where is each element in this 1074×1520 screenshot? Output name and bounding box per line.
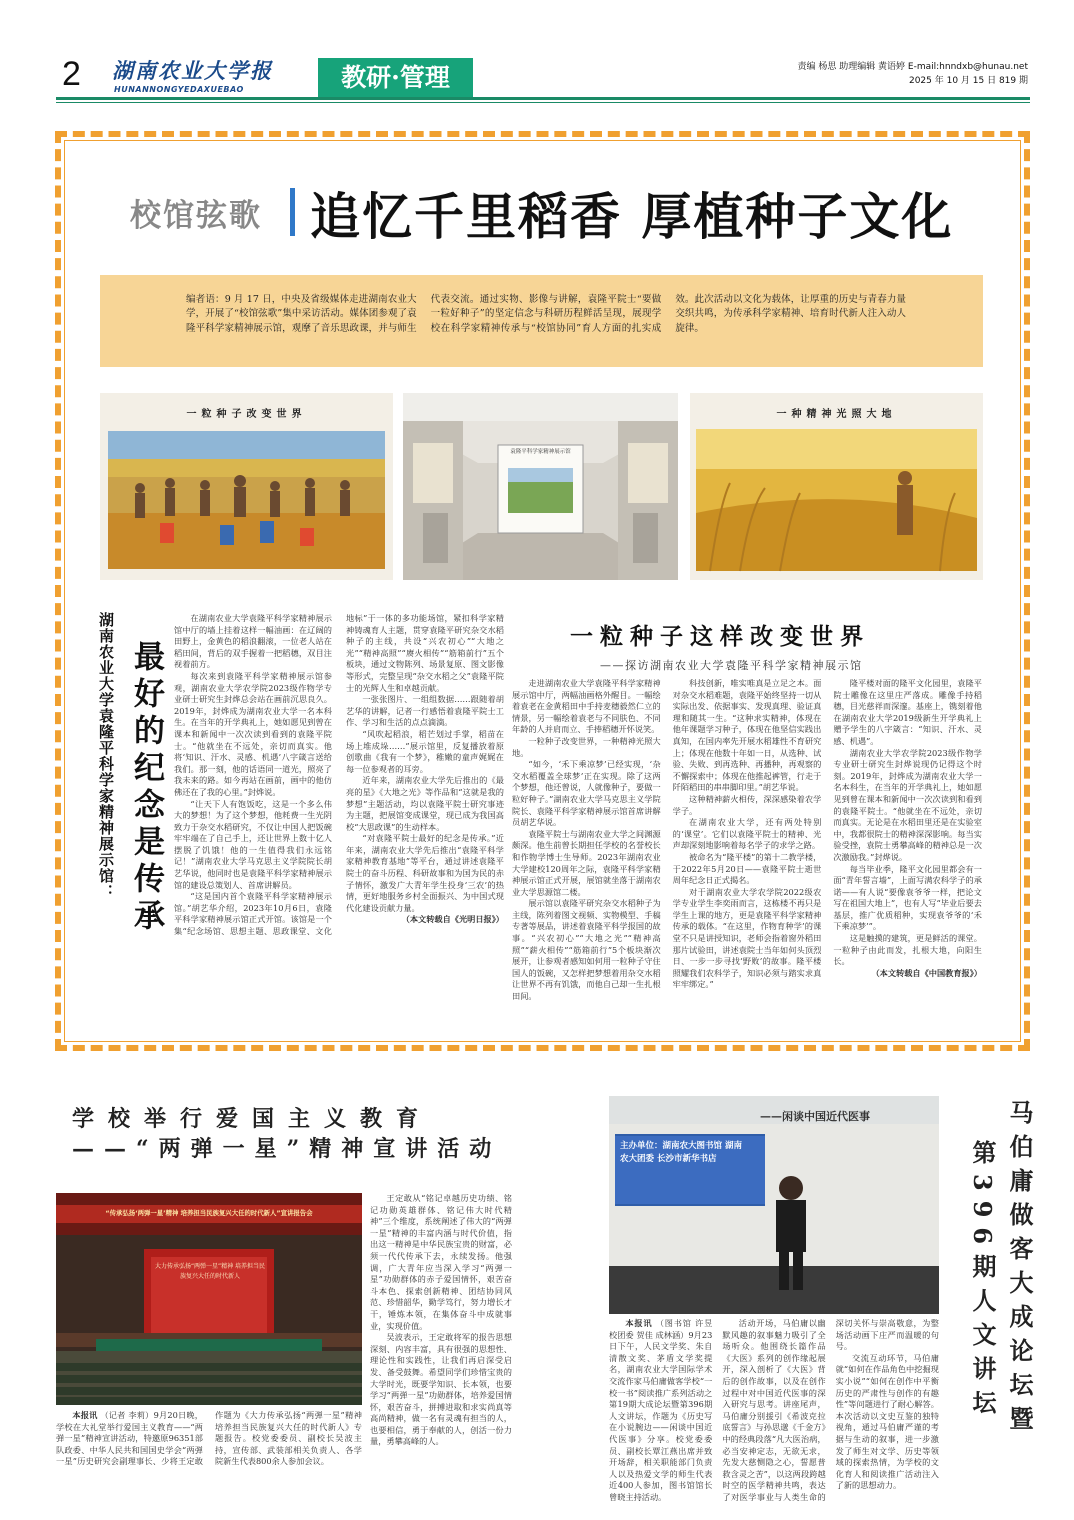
article3-photo <box>56 1193 362 1405</box>
article2-paragraph: 科技创新，唯实唯真是立足之本。面对杂交水稻难题，袁隆平始终坚持一切从实际出发、依据事实、发现真理、验证真理和随其一生。“这种求实精神，体现在他年课题学习种子，体现在他坚信实践出真知，在国内率先开展水稻雄性不育研究上；体现在他数十年如一日，从选种、试验、失败、到再选种、再播种，再观察的不懈探索中；体现在他推起裤管，行走于阡陌稻田的串串脚印里。”胡艺华说。 <box>672 678 822 793</box>
photo-painting-left <box>100 393 393 580</box>
article1-paragraph: “对袁隆平院士最好的纪念是传承。”近年来，湖南农业大学先后推出“袁隆平科学家精神教育基地”等平台，通过讲述袁隆平院士的奋斗历程、科研故事和为国为民的赤子情怀，激发广大青年学生投身‘三农’的热情，更好地服务乡村全面振兴、为中国式现代化建设贡献力量。 <box>346 833 504 913</box>
article2-title: 一粒种子这样改变世界 <box>570 623 870 650</box>
article3-paragraph: 王定敢从“铭记卓越历史功绩、铭记功勋英雄群体、铭记伟大时代精神”三个维度，系统阐述了伟大的“两弹一星”精神的丰富内涵与时代价值，指出这一精神是中华民族宝贵的财富，必须一代代传承下去，永续发扬。他强调，广大青年应当深入学习“两弹一星”功勋群体的赤子爱国情怀，艰苦奋斗本色、探索创新精神、团结协同风范、珍惜韶华，勤学笃行，努力增长才干，锤炼本领，在集体奋斗中成就事业，实现价值。 <box>370 1193 512 1331</box>
editor-note: 编者语：9 月 17 日，中央及省级媒体走进湖南农业大学，开展了“校馆弦歌”集中采访活动。媒体团参观了袁隆平科学家精神展示馆，观摩了音乐思政课，并与师生代表交流。通过实物、影像与讲解，袁隆平院士“要做一粒好种子”的坚定信念与科研历程鲜活呈现，展现学校在科学家精神传承与“校馆协同”育人方面的扎实成效。此次活动以文化为载体，让厚重的历史与青春力量交织共鸣，为传承科学家精神、培育时代新人注入动人旋律。 <box>186 294 906 334</box>
article3-body <box>370 1193 512 1498</box>
article1-paragraph: “让天下人有饱饭吃，这是一个多么伟大的梦想！为了这个梦想，他耗费一生光阴致力于杂交水稻研究，不仅让中国人把饭碗牢牢端在了自己手上，还让世界上数十亿人摆脱了饥饿！他的一生值得我们永远铭记！”湖南农业大学马克思主义学院院长胡艺华说，他同时也是袁隆平科学家精神展示馆的建设总策划人、首席讲解员。 <box>174 798 332 890</box>
article1-paragraph: 每次来到袁隆平科学家精神展示馆参观，湖南农业大学农学院2023级作物学专业研士研究生封烨总会站在画前沉思良久。2019年，封烨成为湖南农业大学一名本科生。在当年的开学典礼上，她如愿见到曾在课本和新闻中一次次读到看到的袁隆平院士。“他就坐在不远处，亲切而真实。他将‘知识、汗水、灵感、机遇’八字箴言送给我们。那一刻，他的话语同一道光，照亮了我未来的路。如今再站在画前，画中的他仿佛还在了我的心里。”封烨说。 <box>174 670 332 797</box>
article1-paragraph: 近年来，湖南农业大学先后推出的《最亮的星》《大地之光》等作品和“这就是我的梦想”主题活动，均以袁隆平院士研究事迹为主题，把展馆变成课堂，现已成为我国高校“大思政课”的生动样本。 <box>346 775 504 832</box>
photo-exhibit-hall <box>403 393 678 580</box>
photo-event-sign: ——闲谈中国近代医事 <box>760 1110 870 1123</box>
article2-paragraph: 在湖南农业大学，还有两处特别的‘课堂’。它们以袁隆平院士的精神、光声却深刻地影响着每名学子的求学之路。 <box>672 817 822 851</box>
article4-body <box>609 1318 939 1506</box>
article1-body <box>174 613 504 1023</box>
feature-kicker: 校馆弦歌 <box>130 198 262 234</box>
photo-screen-text: 大力传承弘扬“两弹一星”精神 培养担当民族复兴大任的时代新人 <box>154 1263 266 1280</box>
article2-paragraph: 隆平楼对面的隆平文化园里，袁隆平院士雕像在这里庄严落成。雕像手持稻穗，目光慈祥而深邃。基座上，镌刻着他在湖南农业大学2019级新生开学典礼上赠予学生的八字箴言：“知识、汗水、灵感、机遇”。 <box>833 678 982 746</box>
date-line: 2025 年 10 月 15 日 819 期 <box>908 76 1028 86</box>
article2-subtitle: ——探访湖南农业大学袁隆平科学家精神展示馆 <box>600 659 863 672</box>
article1-paragraph: 一张张图片、一组组数据……跟随着胡艺华的讲解，记者一行感悟着袁隆平院士工作、学习和生活的点点滴滴。 <box>346 694 504 728</box>
article3-title-line1: 学校举行爱国主义教育 <box>72 1106 433 1132</box>
kicker-divider <box>290 188 295 236</box>
article1-vertical-subtitle: 湖南农业大学袁隆平科学家精神展示馆： <box>97 612 115 900</box>
header-rule <box>56 97 1030 100</box>
article4-paragraph <box>609 1318 712 1504</box>
article3-caption <box>56 1410 362 1502</box>
article2-paragraph: “如今，‘禾下乘凉梦’已经实现，‘杂交水稻覆盖全球梦’正在实现。除了这两个梦想，他还曾说，人就像种子，要做一粒好种子。”湖南农业大学马克思主义学院院长、袁隆平科学家精神展示馆首席讲解员胡艺华说。 <box>512 759 661 828</box>
article4-vertical-title-2: 第396期人文讲坛 <box>968 1140 997 1425</box>
article1-paragraph: 在湖南农业大学袁隆平科学家精神展示馆中厅的墙上挂着这样一幅油画：在辽阔的田野上，金黄色的稻浪翻滚，一位老人站在稻田间，背后的双手握着一把稻穗，双目注视着前方。 <box>174 613 332 670</box>
section-tag: 教研·管理 <box>318 58 473 98</box>
article2-paragraph: 每当毕业季，隆平文化园里都会有一面“青年誓言墙”，上面写满农科学子的承诺——有人说“要像袁爷爷一样，把论文写在祖国大地上”，也有人写“毕业后要去基层，推广优质稻种，实现袁爷爷的‘禾下乘凉梦’”。 <box>833 863 982 932</box>
page-number: 2 <box>62 55 81 93</box>
article2-paragraph: 这是触摸的建筑，更是鲜活的课堂。一粒种子由此而发，扎根大地，向阳生长。 <box>833 933 982 967</box>
photo-left-caption: 一粒种子改变世界 <box>186 409 307 420</box>
article2-paragraph: 对于湖南农业大学农学院2022级农学专业学生李奕雨而言，这栋楼不再只是学生上课的地方，更是袁隆平科学家精神传承的载体。“在这里，作物育种学’的课堂不只是讲授知识，老师会指着窗外稻田那片试验田，讲述袁院士当年如何头顶烈日、一步一步寻找‘野败’的故事。隆平楼照耀我们农科学子，知识必须与踏实求真牢牢绑定。” <box>672 886 822 990</box>
article2-paragraph: 一粒种子改变世界，一种精神光照大地。 <box>512 735 661 758</box>
feature-title: 追忆千里稻香 厚植种子文化 <box>310 188 954 246</box>
editors-line: 责编 杨思 助理编辑 黄语婷 E-mail:hnndxb@hunau.net <box>797 62 1028 72</box>
article4-paragraph-text: （图书馆 许昱 校团委 贺佳 成林涵）9月23日下午，人民文学奖、朱自清散文奖、茅盾文学奖提名，湖南农业大学国际学术交流作家马伯庸做客学校“一校一书”阅读推广系列活动之第19期大成论坛暨第396期人文讲坛，作题为《历史写在小说腕边——闲谈中国近代医事》分享。校党委委员、副校长覃江燕出席并致开场辞，相关职能部门负责人以及热爱文学的师生代表近400人参加，图书馆馆长曾晓主持活动。 <box>609 1318 713 1502</box>
article3-paragraph: 吴波表示，王定敢将军的报告思想深刻、内容丰富，具有很强的思想性、理论性和实践性，让我们再启深受启发、备受鼓舞。希望同学们珍惜宝贵的大学时光，既要学知识、长本领，也要学习“两弹一星”功勋群体，培养爱国情怀，艰苦奋斗，拼搏进取和求实尚真等高尚精神，做一名有灵魂有担当的人，也要相信，勇于奉献的人，创活一份力量，勇攀高峰的人。 <box>370 1332 512 1447</box>
photo-painting-right <box>690 393 983 580</box>
photo-organizers-board: 主办单位：湖南农大图书馆 湖南农大团委 长沙市新华书店 <box>620 1141 742 1164</box>
article1-vertical-title: 最好的纪念是传承 <box>128 640 164 936</box>
article3-caption-lead: 本报讯 <box>72 1410 98 1420</box>
article2-source: （本文转载自《中国教育报》） <box>871 967 982 978</box>
article1-source: （本文转载自《光明日报》） <box>401 914 504 925</box>
article4-vertical-title-1: 马伯庸做客大成论坛暨 <box>1005 1100 1034 1440</box>
article2-paragraph: 这种精神薪火相传，深深感染着农学学子。 <box>672 793 822 816</box>
article2-paragraph: 湖南农业大学农学院2023级作物学专业研士研究生封烨说现仍记得这个时刻。2019年，封烨成为湖南农业大学一名本科生，在当年的开学典礼上，她如愿见到曾在课本和新闻中一次次读到和看到的袁隆平院士。“他就坐在不远处，亲切而真实。无论是在水稻田里还是在实验室中，我都很院士的精神深深影响。每当实验受挫，袁院士勇攀高峰的精神总是一次次激励我。”封烨说。 <box>833 747 982 862</box>
article3-title-line2: ——“两弹一星”精神宣讲活动 <box>72 1136 502 1162</box>
header-rule-thin <box>56 102 1030 103</box>
article4-paragraph: 交流互动环节，马伯庸就“如何在作品角色中挖掘现实小说”“如何在创作中平衡历史的严肃性与创作的有趣性”等问题进行了耐心解答。本次活动以文史互鉴的独特视角，通过马伯庸严谨的考据与生动的叙事，进一步激发了师生对文学、历史等领域的探索热情，为学校的文化育人和阅读推广活动注入了新的思想动力。 <box>835 1352 939 1491</box>
article2-paragraph: 展示馆以袁隆平研究杂交水稻种子为主线，陈列着图文视频、实物模型、手稿专著等展品，讲述着袁隆平科学报国的故事。“兴农初心”“大地之光”“精神高照”“薪火相传”“筋箱前行”5个板块渐次展开，让参观者感知如何用一粒种子守住国人的饭碗，又怎样把梦想着用杂交水稻让世界不再有饥饿，而他自己却一生扎根田间。 <box>512 898 661 1002</box>
article4-caption-lead: 本报讯 <box>625 1318 653 1328</box>
article1-paragraph: “风吹起稻浪，稻芒划过手掌，稻苗在场上堆成垛……”展示馆里，反复播放着原创歌曲《我有一个梦》，稚嫩的童声娓娓在每一位参观者的耳旁。 <box>346 728 504 774</box>
article2-paragraph: 袁隆平院士与湖南农业大学之间渊源颇深。他生前曾长期担任学校的名誉校长和作物学博士生导师。2023年湖南农业大学建校120周年之际，袁隆平科学家精神展示馆正式开展，展馆就坐落于湖南农业大学思源馆二楼。 <box>512 828 661 897</box>
article4-paragraph: 活动开场，马伯庸以幽默风趣的叙事魅力吸引了全场听众。他围绕长篇作品《大医》系列的创作缘起展开，深入剖析了《大医》背后的创作故事，以及在创作过程中对中国近代医事的深入研究与思考。讲座尾声，马伯庸分别援引《希波克拉底誓言》与孙思邈《千金方》中的经典段落“凡大医治病，必当安神定志，无欲无求，先发大慈恻隐之心，誓愿普救含灵之苦”，以这两段跨越时空的医学精神共鸣，表达了对医学事业与人类生命的深切关怀与崇高敬意，为整场活动画下庄严而温暖的句号。 <box>722 1318 939 1502</box>
article3-paragraph-text: （记者 李莉）9月20日晚，学校在大礼堂举行爱国主义教育——“两弹一星”精神宣讲活动，特邀原96351部队政委、中华人民共和国国史学会“两弹一星”历史研究会副理事长、少将王定敢作题为《大力传承弘扬“两弹一星”精神 培养担当民族复兴大任的时代新人》专题报告。校党委委员、副校长吴波主持，宣传部、武装部相关负责人、各学院新生代表800余人参加会议。 <box>56 1410 362 1467</box>
photo-banner-text: “传承弘扬‘两弹一星’精神 培养担当民族复兴大任的时代新人”宣讲报告会 <box>105 1209 313 1217</box>
article2-paragraph: 被命名为“隆平楼”的第十二教学楼，于2022年5月20日——袁隆平院士逝世周年纪念日正式揭名。 <box>672 851 822 886</box>
article2-body <box>512 678 982 1023</box>
photo-right-caption: 一种精神光照大地 <box>776 409 897 420</box>
article2-paragraph: 走进湖南农业大学袁隆平科学家精神展示馆中厅，两幅油画格外醒目。一幅绘着袁老在金黄稻田中手持麦穗毅然仁立的情景，另一幅绘着袁老与不同肤色、不同年龄的人并肩而立、手捧稻穗开怀说笑。 <box>512 678 661 735</box>
article4-photo <box>609 1096 939 1314</box>
exhibit-sign: 袁隆平科学家精神展示馆 <box>510 449 571 455</box>
header-meta <box>797 60 1028 88</box>
article3-paragraph <box>56 1410 362 1468</box>
masthead-pinyin: HUNANNONGYEDAXUEBAO <box>114 85 244 94</box>
article1-paragraph: “这是国内首个袁隆平科学家精神展示馆。”胡艺华介绍，2023年10月6日，袁隆平科学家精神展示馆正式开馆。该馆是一个集“纪念场馆、思想主题、思政课堂、文化地标”于一体的多功能场馆，紧扣科学家精神铸魂育人主题，贯穿袁隆平研究杂交水稻种子的主线，共设“兴农初心”“大地之光”“精神高照”“赓火相传”“筋箱前行”五个板块，通过文物陈列、场景复原、图文影像等形式，完整呈现“杂交水稻之父”袁隆平院士的光辉人生和卓越贡献。 <box>174 613 504 937</box>
masthead-logo: 湖南农业大学报 <box>112 58 273 83</box>
